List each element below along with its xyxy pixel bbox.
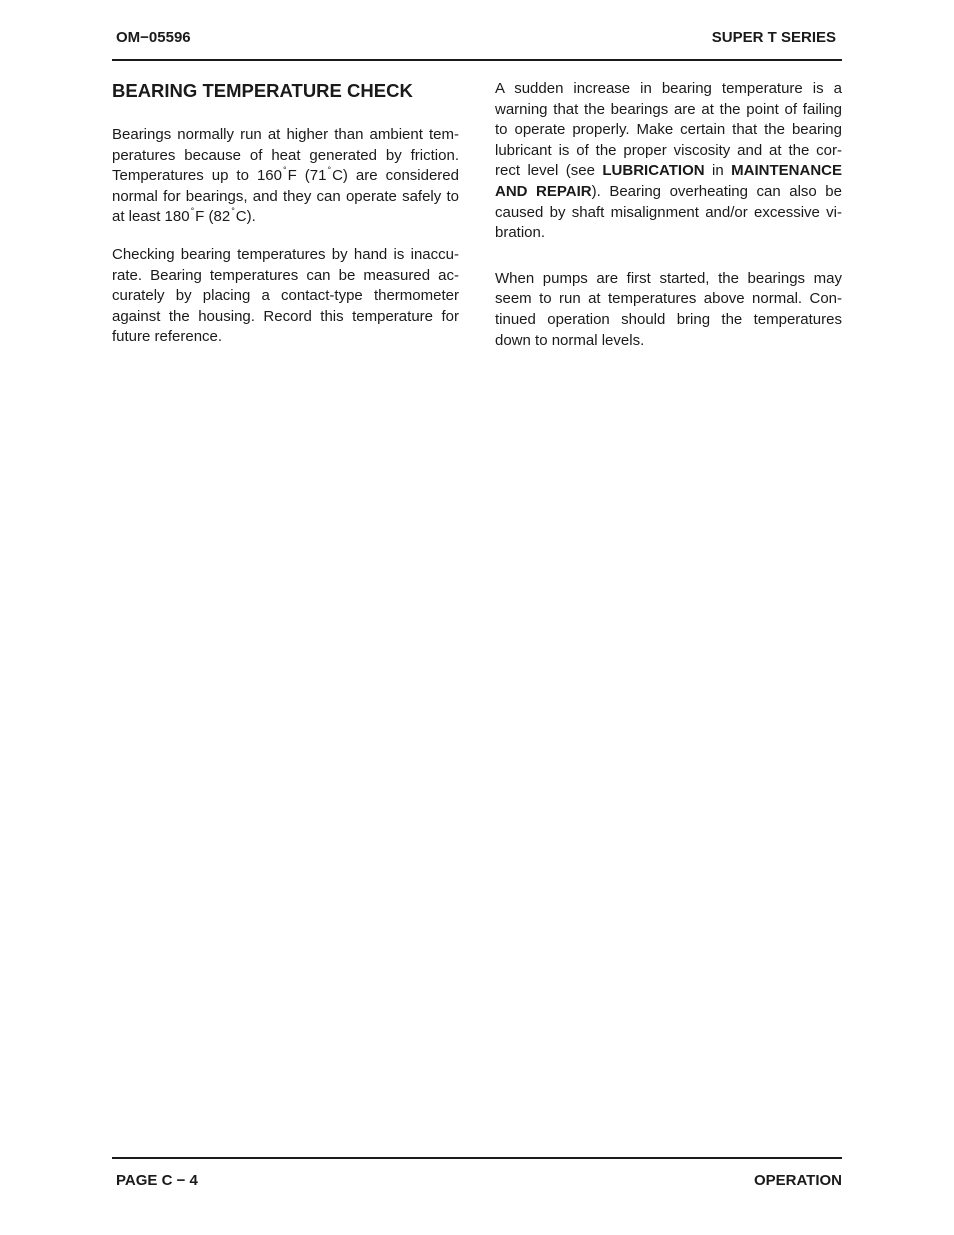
degree-symbol: °	[282, 165, 287, 176]
paragraph-measuring-temperature: Checking bearing temperatures by hand is inaccu-rate. Bearing temperatures can be measured ac-curately by placing a contact-type thermometer against the housing. Record this temperature for future reference.	[112, 245, 459, 346]
reference-maintenance-and-repair: MAINTENANCE AND REPAIR	[495, 162, 842, 200]
chapter-name: OPERATION	[753, 1172, 842, 1189]
paragraph-first-started: When pumps are first started, the bearings may seem to run at temperatures above normal. Con-tinued operation should bring the temperatures down to normal levels.	[495, 269, 842, 349]
reference-lubrication: LUBRICATION	[602, 162, 705, 180]
page-footer	[112, 1172, 842, 1192]
page-number: PAGE C − 4	[116, 1172, 198, 1189]
degree-symbol: °	[190, 206, 195, 217]
left-column	[112, 79, 459, 348]
document-number: OM−05596	[116, 29, 191, 46]
series-name: SUPER T SERIES	[711, 29, 836, 46]
paragraph-sudden-increase: A sudden increase in bearing temperature is a warning that the bearings are at the point of failing to operate properly. Make certain that the bearing lubricant is of the proper viscosity and at the cor-rect level (see LUBRICATION in MAINTENANCE AND REPAIR). Bearing overheating can also be caused by shaft misalignment and/or excessive vi-bration.	[495, 80, 842, 242]
degree-symbol: °	[231, 206, 235, 217]
section-title: BEARING TEMPERATURE CHECK	[112, 80, 413, 101]
paragraph-normal-temperatures: Bearings normally run at higher than ambient tem-peratures because of heat generated by friction. Temperatures up to 160°F (71°C) are considered normal for bearings, and they can operate safely to at least 180°F (82°C).	[112, 126, 459, 226]
footer-rule	[112, 1157, 842, 1159]
page-header	[112, 29, 842, 49]
degree-symbol: °	[327, 165, 332, 176]
header-rule	[112, 59, 842, 61]
right-column	[495, 79, 842, 351]
